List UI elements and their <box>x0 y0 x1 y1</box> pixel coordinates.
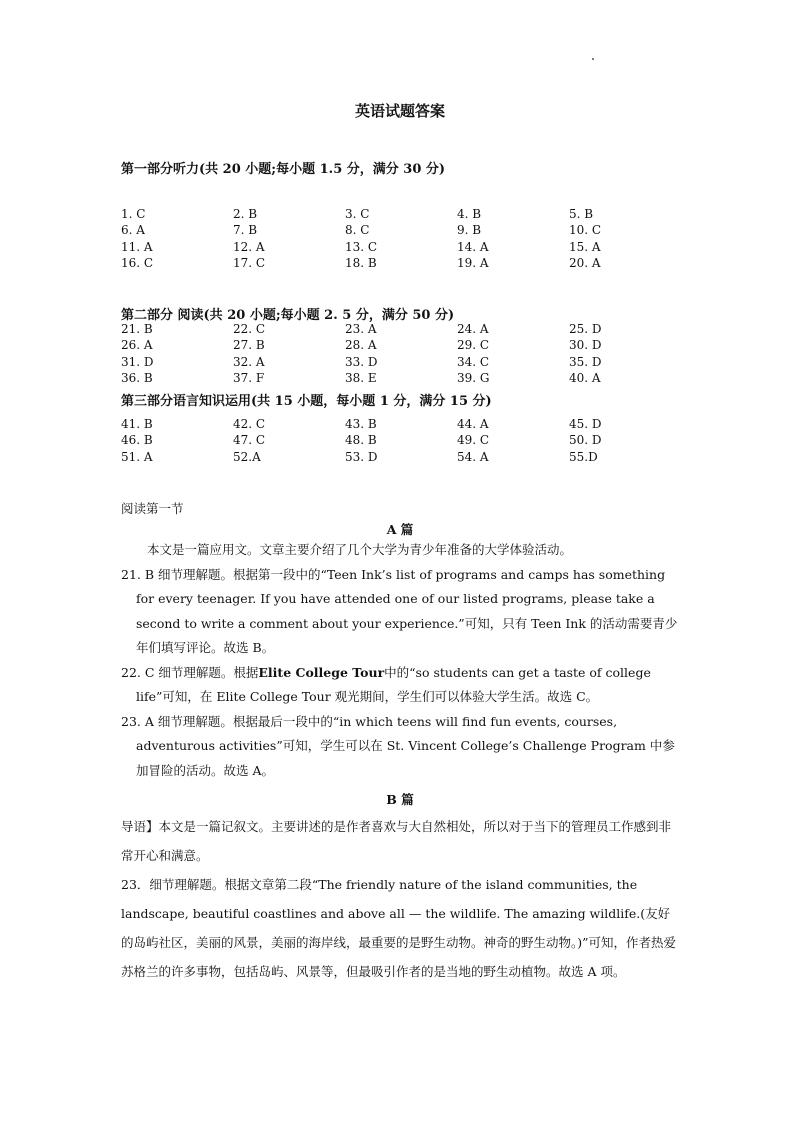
answer-cell: 26. A <box>121 338 153 353</box>
answer-cell: 44. A <box>457 417 489 431</box>
answer-cell: 46. B <box>121 433 153 448</box>
passage-a-answers <box>121 538 681 783</box>
answer-cell: 40. A <box>569 370 601 385</box>
q22-post: 中的“so students can get a taste of college life”可知，在 Elite College Tour 观光期间，学生们可以体验大学生活。故选 C。 <box>136 664 651 704</box>
answer-cell: 43. B <box>345 417 377 431</box>
answer-row <box>121 239 621 255</box>
q22-pre: 22. C 细节理解题。根据 <box>121 664 259 680</box>
answer-cell: 52.A <box>233 449 261 464</box>
answer-cell: 4. B <box>457 207 482 221</box>
passage-b-q23: 23．细节理解题。根据文章第二段“The friendly nature of the island communities, the landscape, beautiful coastlines and above all — the wildlife. The amazing wildlife.(友好的岛屿社区，美丽的风景，美丽的海岸线，最重要的是野生动物。神奇的野生动物。)”可知，作者热爱苏格兰的许多事物，包括岛屿、风景等，但最吸引作者的是当地的野生动植物。故选 A 项。 <box>121 877 677 979</box>
answer-row <box>121 337 621 353</box>
answer-row <box>121 222 621 238</box>
answer-cell: 47. C <box>233 433 266 448</box>
passage-a-q23: 23. A 细节理解题。根据最后一段中的“in which teens will find fun events, courses, adventurous activities”可知，学生可以在 St. Vincent College’s Challenge Program 中参加冒险的活动。故选 A。 <box>121 713 675 778</box>
answer-cell: 53. D <box>345 449 378 464</box>
answer-cell: 54. A <box>457 449 489 464</box>
answer-row <box>121 354 621 370</box>
answer-cell: 29. C <box>457 338 490 353</box>
answer-cell: 9. B <box>457 223 482 238</box>
answer-cell: 16. C <box>121 255 154 270</box>
answer-cell: 6. A <box>121 223 145 238</box>
part1-answer-grid <box>121 206 621 271</box>
answer-cell: 50. D <box>569 433 602 448</box>
answer-cell: 14. A <box>457 239 489 254</box>
answer-cell: 41. B <box>121 417 153 431</box>
answer-row <box>121 449 621 465</box>
answer-cell: 24. A <box>457 322 489 336</box>
answer-cell: 51. A <box>121 449 153 464</box>
answer-cell: 30. D <box>569 338 602 353</box>
answer-cell: 34. C <box>457 354 490 369</box>
answer-cell: 39. G <box>457 370 490 385</box>
answer-row <box>121 321 621 337</box>
passage-a-label: A 篇 <box>386 522 414 537</box>
answer-cell: 35. D <box>569 354 602 369</box>
answer-cell: 27. B <box>233 338 265 353</box>
answer-cell: 55.D <box>569 449 598 464</box>
answer-cell: 25. D <box>569 322 602 336</box>
answer-cell: 37. F <box>233 370 265 385</box>
passage-b-answers <box>121 812 681 986</box>
answer-cell: 42. C <box>233 417 266 431</box>
answer-cell: 19. A <box>457 255 489 270</box>
answer-cell: 2. B <box>233 207 258 221</box>
answer-cell: 1. C <box>121 207 146 221</box>
answer-cell: 15. A <box>569 239 601 254</box>
answer-cell: 18. B <box>345 255 377 270</box>
answer-cell: 33. D <box>345 354 378 369</box>
answer-cell: 49. C <box>457 433 490 448</box>
part1-heading: 第一部分听力(共 20 小题;每小题 1.5 分，满分 30 分) <box>121 162 446 177</box>
answer-cell: 48. B <box>345 433 377 448</box>
part3-heading: 第三部分语言知识运用(共 15 小题，每小题 1 分，满分 15 分) <box>121 394 492 409</box>
answer-cell: 5. B <box>569 207 594 221</box>
answer-cell: 10. C <box>569 223 602 238</box>
answer-row <box>121 432 621 448</box>
corner-dot <box>592 58 594 60</box>
answer-cell: 3. C <box>345 207 370 221</box>
answer-cell: 23. A <box>345 322 377 336</box>
answer-cell: 36. B <box>121 370 153 385</box>
answer-cell: 31. D <box>121 354 154 369</box>
q22-bold: Elite College Tour <box>258 664 385 680</box>
answer-cell: 20. A <box>569 255 601 270</box>
answer-cell: 22. C <box>233 322 266 336</box>
passage-b-label: B 篇 <box>386 792 414 807</box>
answer-cell: 17. C <box>233 255 266 270</box>
answer-cell: 11. A <box>121 239 153 254</box>
part2-answer-grid <box>121 321 621 386</box>
passage-b-intro: 导语】本文是一篇记叙文。主要讲述的是作者喜欢与大自然相处，所以对于当下的管理员工作感到非常开心和满意。 <box>121 819 672 863</box>
answer-cell: 8. C <box>345 223 370 238</box>
passage-a-intro: 本文是一篇应用文。文章主要介绍了几个大学为青少年准备的大学体验活动。 <box>147 542 573 557</box>
reading-section-label: 阅读第一节 <box>121 501 184 516</box>
passage-a-q21: 21. B 细节理解题。根据第一段中的“Teen Ink’s list of programs and camps has something for every teenager. If you have attended one of our listed programs, please take a second to write a comment about your experience.”可知，只有 Teen Ink 的活动需要青少年们填写评论。故选 B。 <box>121 566 678 655</box>
part2-heading: 第二部分 阅读(共 20 小题;每小题 2. 5 分，满分 50 分) <box>121 308 455 323</box>
answer-row <box>121 255 621 271</box>
answer-row <box>121 206 621 222</box>
answer-cell: 13. C <box>345 239 378 254</box>
answer-cell: 7. B <box>233 223 258 238</box>
page-title: 英语试题答案 <box>354 102 445 120</box>
answer-cell: 32. A <box>233 354 265 369</box>
passage-a-q22 <box>121 661 681 710</box>
answer-cell: 28. A <box>345 338 377 353</box>
answer-cell: 45. D <box>569 417 602 431</box>
answer-cell: 38. E <box>345 370 377 385</box>
answer-row <box>121 370 621 386</box>
part3-answer-grid <box>121 416 621 465</box>
answer-cell: 12. A <box>233 239 265 254</box>
answer-cell: 21. B <box>121 322 153 336</box>
answer-row <box>121 416 621 432</box>
